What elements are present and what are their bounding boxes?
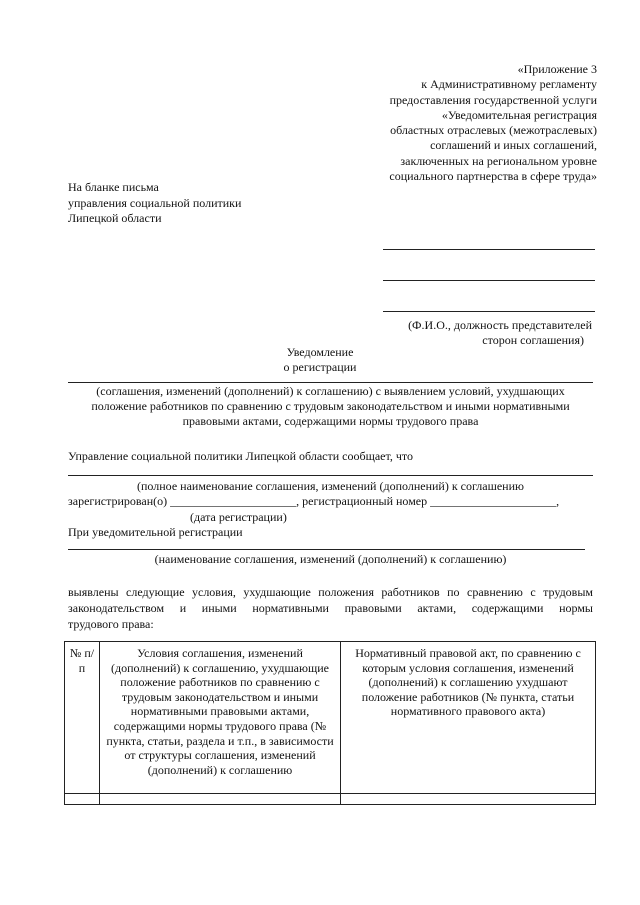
agreement-name-line [68, 549, 585, 550]
conditions-paragraph [68, 584, 593, 632]
conditions-table [64, 641, 596, 805]
table-cell[interactable] [100, 794, 341, 805]
appendix-line: областных отраслевых (межотраслевых) [390, 123, 597, 138]
notice-subject-line [68, 382, 593, 383]
notice-title: Уведомление [286, 345, 354, 359]
registration-date-field[interactable]: _____________________ [170, 494, 297, 508]
appendix-line: заключенных на региональном уровне [400, 153, 597, 168]
full-name-caption: (полное наименование соглашения, изменений (дополнений) к соглашению [137, 479, 524, 493]
table-header-row [65, 642, 596, 794]
registration-number-label: , регистрационный номер __ [296, 494, 443, 508]
notice-subject-line-text: (соглашения, изменений (дополнений) к соглашению) с выявлением условий, ухудшающих [96, 384, 565, 398]
registration-row [68, 494, 593, 508]
registered-label: зарегистрирован(о) [68, 494, 171, 508]
recipient-caption [330, 318, 592, 348]
appendix-header [317, 62, 597, 184]
conditions-line: выявлены следующие условия, ухудшающие положения работников по сравнению с трудовым [68, 585, 593, 599]
recipient-caption-line: сторон соглашения) [482, 333, 584, 347]
reports-text: Управление социальной политики Липецкой области сообщает, что [68, 449, 413, 463]
appendix-line: «Приложение 3 [517, 62, 597, 76]
appendix-line: предоставления государственной услуги [389, 92, 597, 107]
full-name-line [68, 475, 593, 476]
table-cell[interactable] [65, 794, 100, 805]
letterhead-line: На бланке письма [68, 180, 159, 194]
notice-subject-caption [68, 384, 593, 429]
header-normative-act: Нормативный правовой акт, по сравнению с которым условия соглашения, изменений (дополнений) к соглашению ухудшают положение работников (№ пункта, статьи нормативного правового акта) [341, 642, 596, 794]
recipient-line [383, 311, 595, 312]
notice-title-block [0, 345, 640, 375]
agreement-name-caption: (наименование соглашения, изменений (дополнений) к соглашению) [154, 552, 507, 566]
appendix-line: «Уведомительная регистрация [441, 107, 597, 122]
header-conditions: Условия соглашения, изменений (дополнений) к соглашению, ухудшающие положение работников по сравнению с трудовым законодательством и иными нормативными правовыми актами, содержащими нормы трудового права (№ пункта, статьи, раздела и т.п., в зависимости от структуры соглашения, изменений (дополнений) к соглашению [100, 642, 341, 794]
notice-subtitle: о регистрации [283, 360, 357, 374]
appendix-line: к Административному регламенту [421, 77, 597, 92]
letterhead-line: Липецкой области [68, 211, 162, 225]
notice-subject-line-text: правовыми актами, содержащими нормы трудового права [182, 414, 479, 428]
recipient-caption-line: (Ф.И.О., должность представителей [408, 318, 592, 332]
table-row [65, 794, 596, 805]
date-caption: (дата регистрации) [190, 510, 287, 524]
recipient-line [383, 280, 595, 281]
letterhead-line: управления социальной политики [68, 195, 242, 210]
notice-subject-line-text: положение работников по сравнению с трудовым законодательством и иными нормативными [91, 399, 570, 413]
conditions-line: трудового права: [68, 617, 154, 631]
recipient-line [383, 249, 595, 250]
appendix-line: соглашений и иных соглашений, [430, 138, 597, 153]
header-number: № п/п [65, 642, 100, 794]
appendix-line: социального партнерства в сфере труда» [389, 169, 597, 184]
conditions-line: законодательством и иными нормативными правовыми актами, содержащими нормы [68, 601, 593, 615]
table-cell[interactable] [341, 794, 596, 805]
registration-number-field[interactable]: ___________________, [442, 494, 560, 508]
letterhead-note [68, 180, 241, 227]
at-registration-text: При уведомительной регистрации [68, 525, 243, 539]
